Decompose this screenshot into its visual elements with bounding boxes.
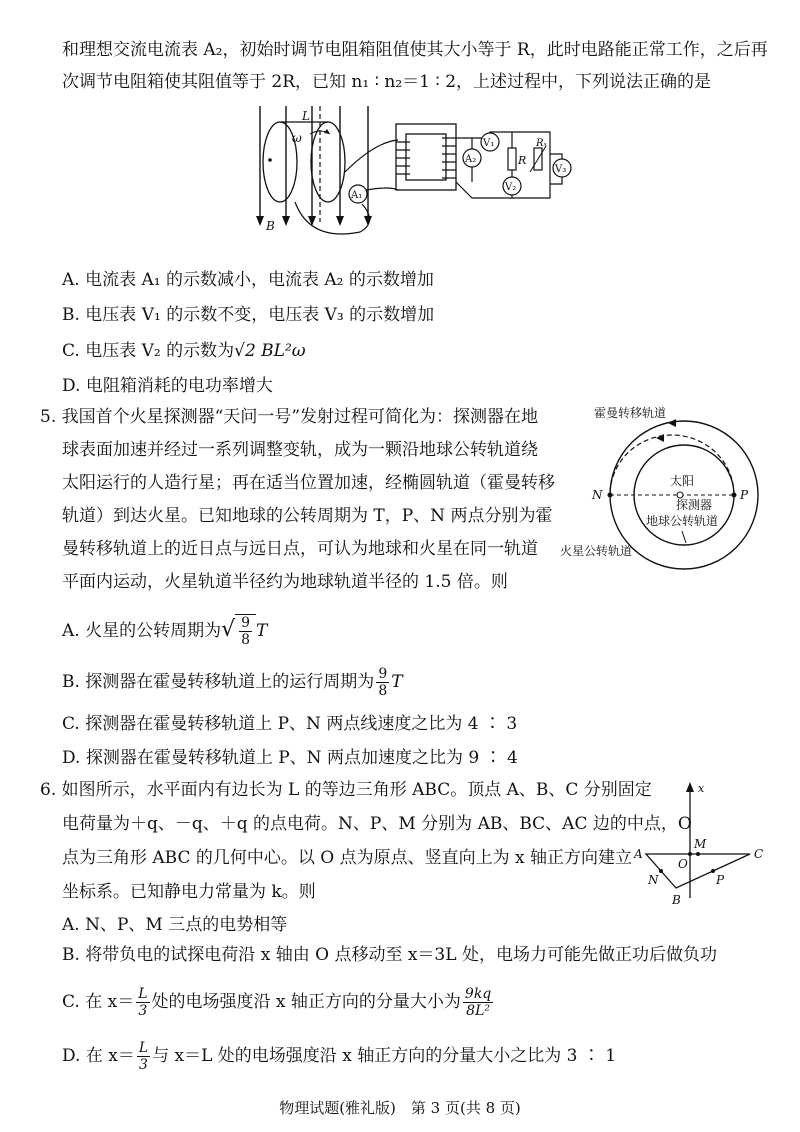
q6-option-c-text: C. 在 x＝ [62,992,135,1012]
label-probe: 探测器 [676,498,713,512]
q6-option-d-text: D. 在 x＝ [62,1046,135,1066]
q6-option-d [62,1040,616,1073]
equilateral-triangle-charges-diagram [632,780,772,910]
q4-option-d: D. 电阻箱消耗的电功率增大 [62,376,273,396]
q6-option-b: B. 将带负电的试探电荷沿 x 轴由 O 点移动至 x＝3L 处，电场力可能先做正功后做负功 [62,945,717,965]
q4-option-a: A. 电流表 A₁ 的示数减小，电流表 A₂ 的示数增加 [62,270,434,290]
label-x-axis: x [698,782,705,795]
q5-option-b-var: T [391,672,403,692]
q6-option-c [62,986,495,1019]
label-midpoint-n: N [648,873,659,887]
label-center-o: O [678,857,688,871]
q6-stem-line-1: 6. 如图所示，水平面内有边长为 L 的等边三角形 ABC。顶点 A、B、C 分别固定 [40,780,652,800]
q6-option-c-frac1-den: 3 [138,1003,148,1019]
generator-transformer-circuit-diagram [250,102,590,242]
q5-option-b [62,666,403,699]
ammeter-a1-label: A₁ [351,190,363,201]
label-earth-orbit: 地球公转轨道 [646,514,719,528]
intro-line-2: 次调节电阻箱使其阻值等于 2R，已知 n₁ ∶ n₂＝1 ∶ 2，上述过程中，下列说法正确的是 [62,72,712,92]
q5-stem-line-2: 球表面加速并经过一系列调整变轨，成为一颗沿地球公转轨道绕 [62,440,538,460]
q6-option-d-denominator: 3 [139,1057,148,1073]
label-mars-orbit: 火星公转轨道 [560,544,633,558]
label-sun: 太阳 [670,474,695,488]
q6-option-c-middle: 处的电场强度沿 x 轴正方向的分量大小为 [151,992,461,1012]
label-vertex-c: C [754,847,764,861]
q4-option-b: B. 电压表 V₁ 的示数不变，电压表 V₃ 的示数增加 [62,305,435,325]
q6-option-d-rest: 与 x＝L 处的电场强度沿 x 轴正方向的分量大小之比为 3 ∶ 1 [152,1046,617,1066]
label-B: B [266,219,275,233]
q5-option-d: D. 探测器在霍曼转移轨道上 P、N 两点加速度之比为 9 ∶ 4 [62,748,518,768]
label-omega: ω [292,131,302,145]
q5-option-a: A. 火星的公转周期为√ $\frac{9}{8}$ T [62,615,268,648]
q6-option-c-frac2-den: 8L² [466,1003,490,1019]
q5-option-a-var: T [256,621,268,641]
resistor-rx-label: Rₓ [536,138,548,149]
q5-stem-line-5: 曼转移轨道上的近日点与远日点，可认为地球和火星在同一轨道 [62,539,538,559]
q5-stem-line-3: 太阳运行的人造行星；再在适当位置加速，经椭圆轨道（霍曼转移 [62,473,555,493]
label-midpoint-p: P [716,873,725,887]
label-midpoint-m: M [694,837,707,851]
q5-option-c: C. 探测器在霍曼转移轨道上 P、N 两点线速度之比为 4 ∶ 3 [62,714,518,734]
q6-stem-line-2: 电荷量为＋q、－q、＋q 的点电荷。N、P、M 分别为 AB、BC、AC 边的中点，O [62,814,692,834]
q6-stem-line-4: 坐标系。已知静电力常量为 k。则 [62,882,316,902]
intro-line-1: 和理想交流电流表 A₂，初始时调节电阻箱阻值使其大小等于 R，此时电路能正常工作，之后再 [62,40,768,60]
q5-option-b-text: B. 探测器在霍曼转移轨道上的运行周期为 [62,672,375,692]
label-point-n: N [592,488,603,502]
voltmeter-v3-label: V₃ [555,164,567,175]
q4-option-c-formula: √2 BL²ω [234,341,306,361]
voltmeter-v2-label: V₂ [505,182,517,193]
q5-stem-line-4: 轨道）到达火星。已知地球的公转周期为 T，P、N 两点分别为霍 [62,506,553,526]
q6-option-d-numerator: L [138,1040,149,1056]
label-vertex-a: A [634,847,643,861]
hohmann-transfer-orbit-diagram [560,405,770,575]
q6-option-a: A. N、P、M 三点的电势相等 [62,915,288,935]
label-hohmann-orbit: 霍曼转移轨道 [594,406,667,420]
label-vertex-b: B [672,893,681,907]
label-L: L [302,109,310,123]
resistor-r-label: R [518,154,527,167]
q4-option-c [62,339,306,363]
voltmeter-v1-label: V₁ [483,138,495,149]
q5-option-b-numerator: 9 [378,666,388,682]
q5-option-a-numerator: 9 [241,615,251,631]
q5-stem-line-1: 5. 我国首个火星探测器“天问一号”发射过程可简化为：探测器在地 [40,407,539,427]
q5-option-a-denominator: 8 [241,632,251,648]
q5-stem-line-6: 平面内运动，火星轨道半径约为地球轨道半径的 1.5 倍。则 [62,572,508,592]
q6-option-c-frac1-num: L [138,986,148,1002]
q5-option-a-text: A. 火星的公转周期为 [62,621,222,641]
page-footer: 物理试题(雅礼版) 第 3 页(共 8 页) [279,1099,521,1117]
q4-option-c-text: C. 电压表 V₂ 的示数为 [62,341,235,361]
q5-option-b-denominator: 8 [378,683,388,699]
label-point-p: P [740,488,749,502]
q6-option-c-frac2-num: 9kq [464,986,492,1002]
q6-stem-line-3: 点为三角形 ABC 的几何中心。以 O 点为原点、竖直向上为 x 轴正方向建立 [62,848,633,868]
ammeter-a2-label: A₂ [465,154,477,165]
